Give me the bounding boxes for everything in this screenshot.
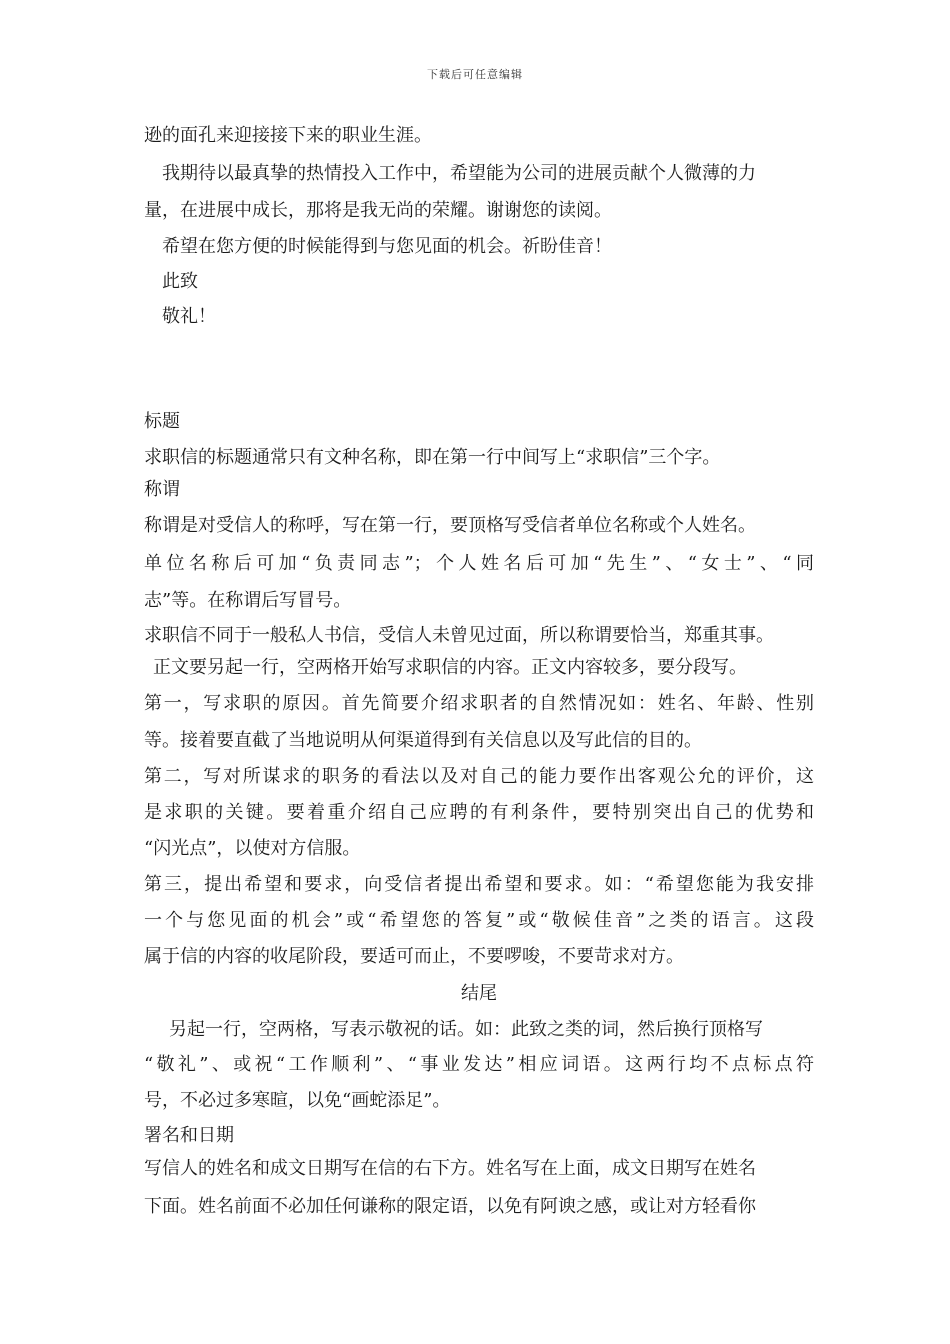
section-heading: 结尾 xyxy=(461,983,497,1004)
text-line: 量，在进展中成长，那将是我无尚的荣耀。谢谢您的读阅。 xyxy=(144,200,612,221)
text-line: 第一，写求职的原因。首先简要介绍求职者的自然情况如：姓名、年龄、性别 xyxy=(144,693,814,714)
text-line: 一个与您见面的机会”或“希望您的答复”或“敬候佳音”之类的语言。这段 xyxy=(144,910,814,931)
text-line: 单位名称后可加“负责同志”；个人姓名后可加“先生”、“女士”、“同 xyxy=(144,553,814,574)
text-line: 希望在您方便的时候能得到与您见面的机会。祈盼佳音！ xyxy=(162,236,612,257)
text-line: 下面。姓名前面不必加任何谦称的限定语，以免有阿谀之感，或让对方轻看你 xyxy=(144,1196,756,1217)
text-line: 求职信不同于一般私人书信，受信人未曾见过面，所以称谓要恰当，郑重其事。 xyxy=(144,625,774,646)
section-heading: 署名和日期 xyxy=(144,1125,234,1146)
text-line: 求职信的标题通常只有文种名称，即在第一行中间写上“求职信”三个字。 xyxy=(144,447,721,468)
section-heading: 标题 xyxy=(144,411,180,432)
text-line: “敬礼”、或祝“工作顺利”、“事业发达”相应词语。这两行均不点标点符 xyxy=(144,1054,814,1075)
text-line: 志”等。在称谓后写冒号。 xyxy=(144,590,352,611)
section-heading: 称谓 xyxy=(144,479,180,500)
text-line: 此致 xyxy=(162,271,198,292)
text-line: 写信人的姓名和成文日期写在信的右下方。姓名写在上面，成文日期写在姓名 xyxy=(144,1158,756,1179)
text-line: 我期待以最真挚的热情投入工作中，希望能为公司的进展贡献个人微薄的力 xyxy=(162,163,756,184)
text-line: “闪光点”，以使对方信服。 xyxy=(144,838,361,859)
text-line: 另起一行，空两格，写表示敬祝的话。如：此致之类的词，然后换行顶格写 xyxy=(169,1019,763,1040)
text-line: 第三，提出希望和要求，向受信者提出希望和要求。如：“希望您能为我安排 xyxy=(144,874,814,895)
text-line: 逊的面孔来迎接接下来的职业生涯。 xyxy=(144,125,432,146)
text-line: 正文要另起一行，空两格开始写求职信的内容。正文内容较多，要分段写。 xyxy=(153,657,747,678)
text-line: 是求职的关键。要着重介绍自己应聘的有利条件，要特别突出自己的优势和 xyxy=(144,802,814,823)
text-line: 属于信的内容的收尾阶段，要适可而止，不要啰唆，不要苛求对方。 xyxy=(144,946,684,967)
text-line: 称谓是对受信人的称呼，写在第一行，要顶格写受信者单位名称或个人姓名。 xyxy=(144,515,756,536)
text-line: 敬礼！ xyxy=(162,306,216,327)
text-line: 等。接着要直截了当地说明从何渠道得到有关信息以及写此信的目的。 xyxy=(144,730,702,751)
page-header: 下载后可任意编辑 xyxy=(427,68,523,81)
text-line: 第二，写对所谋求的职务的看法以及对自己的能力要作出客观公允的评价，这 xyxy=(144,766,814,787)
text-line: 号，不必过多寒暄，以免“画蛇添足”。 xyxy=(144,1090,451,1111)
